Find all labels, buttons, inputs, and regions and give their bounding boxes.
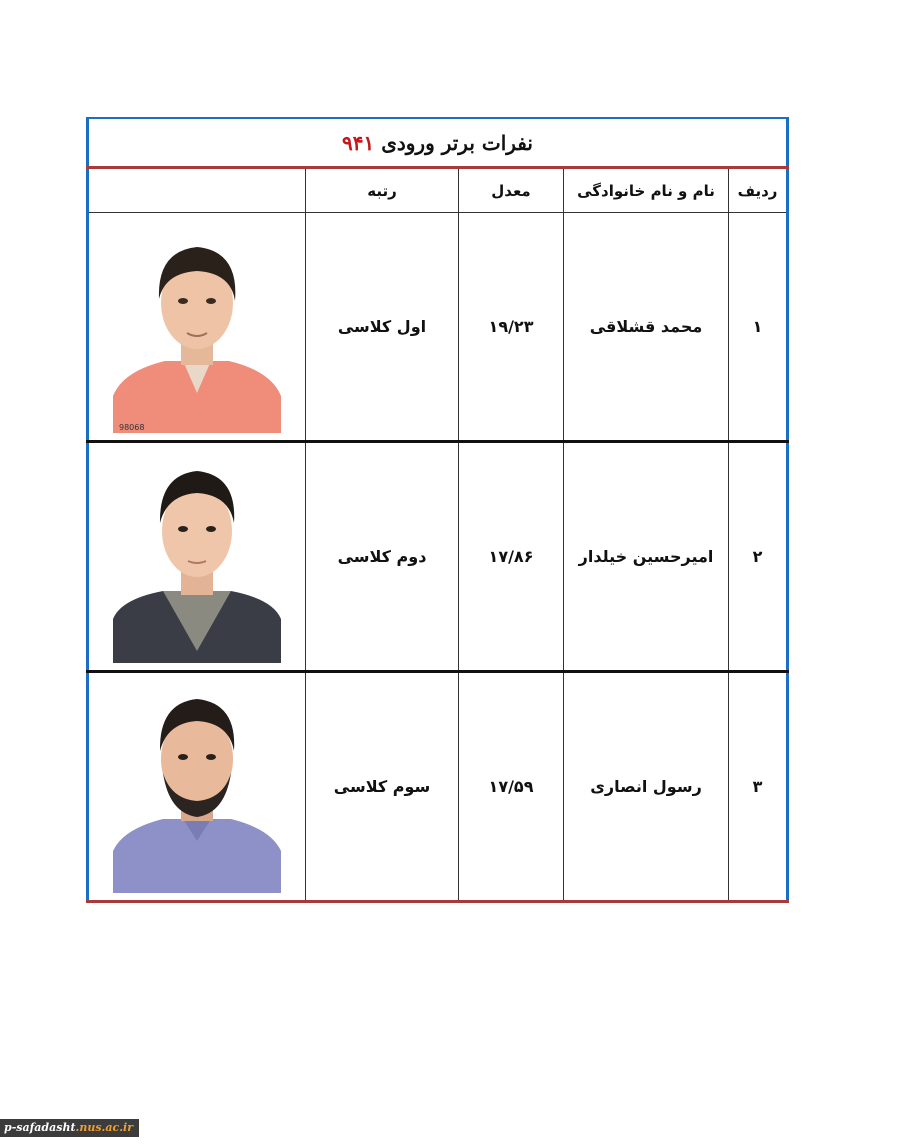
student-average: ۱۷/۵۹ [459,672,564,902]
table-title [88,118,788,168]
row-index: ۱ [729,213,788,442]
student-name: امیرحسین خیلدار [564,442,729,672]
row-index: ۲ [729,442,788,672]
student-rank: اول کلاسی [306,213,459,442]
portrait-image [113,221,281,433]
photo-cell [88,672,306,902]
photo-code: 98068 [119,422,145,432]
student-name: رسول انصاری [564,672,729,902]
student-photo [113,681,281,893]
student-average: ۱۹/۲۳ [459,213,564,442]
watermark-prefix: p-safadasht [4,1121,76,1134]
header-row [88,168,788,213]
header-rank: رتبه [306,168,459,213]
photo-cell [88,442,306,672]
table-row [88,442,788,672]
student-photo [113,451,281,663]
portrait-image [113,681,281,893]
table-row [88,213,788,442]
title-code: ۹۴۱ [342,130,375,155]
header-name: نام و نام خانوادگی [564,168,729,213]
header-index: ردیف [729,168,788,213]
row-index: ۳ [729,672,788,902]
table-title-row [88,118,788,168]
site-watermark [0,1119,139,1137]
student-photo [113,221,281,433]
header-average: معدل [459,168,564,213]
portrait-image [113,451,281,663]
student-average: ۱۷/۸۶ [459,442,564,672]
watermark-domain: .nus.ac.ir [75,1121,134,1134]
header-photo [88,168,306,213]
student-rank: دوم کلاسی [306,442,459,672]
student-name: محمد قشلاقی [564,213,729,442]
top-students-table [86,117,789,903]
photo-cell [88,213,306,442]
table-row [88,672,788,902]
student-rank: سوم کلاسی [306,672,459,902]
title-text: نفرات برتر ورودی [381,130,533,155]
